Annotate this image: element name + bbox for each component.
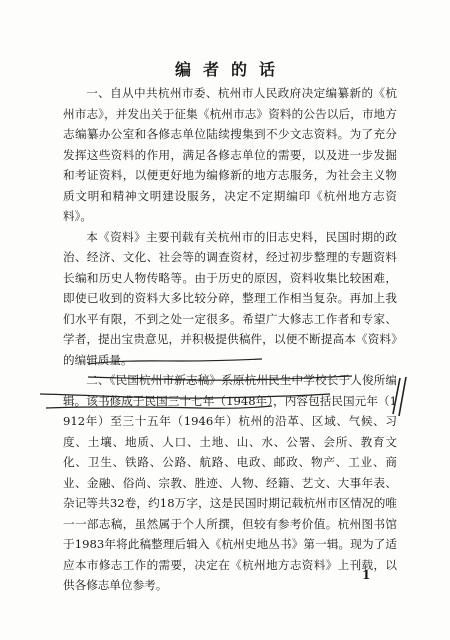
document-body [63,83,397,596]
page-number: 1 [362,568,371,582]
pen-vertical-mark [399,377,406,416]
paragraph-content-scope: 本《资料》主要刊载有关杭州市的旧志史料，民国时期的政治、经济、文化、社会等的调查资材，经过初步整理的专题资料长编和历史人物传略等。由于历史的原因，资料收集比较困难，即使已收到的资料大多比较分碎，整理工作相当复杂。再加上我们水平有限，不到之处一定很多。希望广大修志工作者和专家、学者，提出宝贵意见，并积极提供稿件，以便不断提高本《资料》的编辑质量。 [63,229,397,367]
paragraph-new-gazetteer: 二、《民国杭州市新志稿》系原杭州民生中学校长于人俊所编辑。该书修成于民国三十七年（1948年），内容包括民国元年（1912年）至三十五年（1946年）杭州的沿革、区域、气候、习度、土壤、地质、人口、土地、山、水、公署、会所、教育文化、卫生、铁路、公路、航路、电政、邮政、物产、工业、商业、金融、俗尚、宗教、胜迹、人物、经籍、艺文、大事年表、杂记等共32卷，约18万字，这是民国时期记载杭州市区情况的唯一一部志稿，虽然属于个人所撰，但较有参考价值。杭州图书馆于1983年将此稿整理后辑入《杭州史地丛书》第一辑。现为了适应本市修志工作的需要，决定在《杭州地方志资料》上刊载，以供各修志单位参考。 [63,373,397,592]
page-title: 编者的话 [174,60,287,79]
paragraph-intro: 一、自从中共杭州市委、杭州市人民政府决定编纂新的《杭州市志》，并发出关于征集《杭州市志》资料的公告以后，市地方志编纂办公室和各修志单位陆续搜集到不少文志资料。为了充分发挥这些资料的作用，满足各修志单位的需要，以及进一步发掘和考证资料，以便更好地为编修新的地方志服务，为社会主义物质文明和精神文明建设服务，决定不定期编印《杭州地方志资料》。 [63,86,397,223]
